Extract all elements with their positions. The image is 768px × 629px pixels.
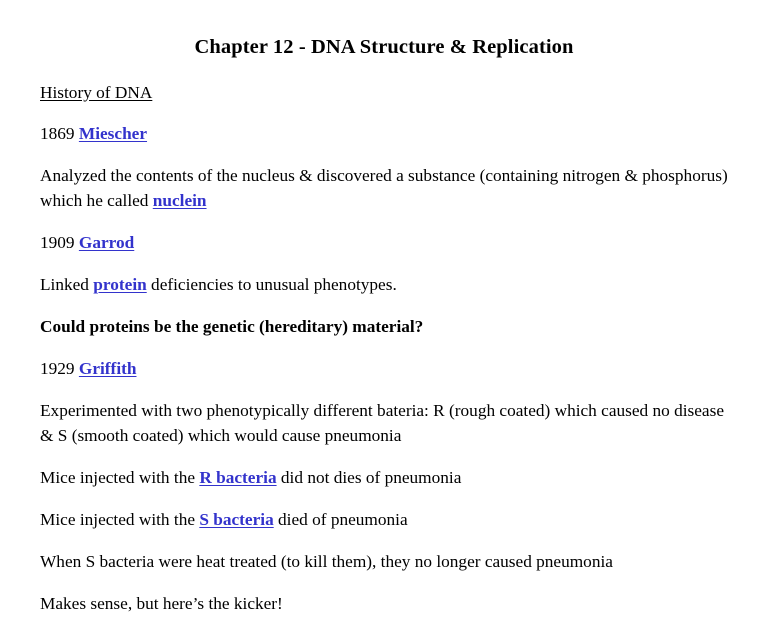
miescher-description xyxy=(40,163,728,213)
kicker-text: Makes sense, but here’s the kicker! xyxy=(40,593,283,613)
document-body xyxy=(0,80,768,616)
entry-garrod xyxy=(40,230,728,255)
rhetorical-question: Could proteins be the genetic (hereditary) material? xyxy=(40,316,424,336)
link-protein[interactable]: protein xyxy=(93,274,147,294)
garrod-description-pre: Linked xyxy=(40,274,94,294)
page-title: Chapter 12 - DNA Structure & Replication xyxy=(194,36,574,58)
heat-treated-result: When S bacteria were heat treated (to kill them), they no longer caused pneumonia xyxy=(40,551,613,571)
section-heading-history xyxy=(40,80,728,105)
entry-miescher xyxy=(40,121,728,146)
link-griffith[interactable]: Griffith xyxy=(78,358,137,378)
miescher-year: 1869 xyxy=(40,123,75,143)
link-s-bacteria[interactable]: S bacteria xyxy=(199,509,274,529)
griffith-experiment-description: Experimented with two phenotypically different bateria: R (rough coated) which caused no disease & S (smooth coated) which would cause pneumonia xyxy=(40,400,724,445)
miescher-description-text: Analyzed the contents of the nucleus & discovered a substance (containing nitrogen & phosphorus) which he called xyxy=(40,165,728,210)
garrod-description-post: deficiencies to unusual phenotypes. xyxy=(146,274,397,294)
document-page xyxy=(0,36,768,629)
mice-r-post: did not dies of pneumonia xyxy=(276,467,462,487)
link-r-bacteria[interactable]: R bacteria xyxy=(199,467,277,487)
mice-r-bacteria-result xyxy=(40,465,728,490)
mice-s-post: died of pneumonia xyxy=(273,509,408,529)
mice-r-pre: Mice injected with the xyxy=(40,467,200,487)
garrod-description xyxy=(40,272,728,297)
garrod-year: 1909 xyxy=(40,232,75,252)
mice-s-bacteria-result xyxy=(40,507,728,532)
entry-griffith xyxy=(40,356,728,381)
griffith-year: 1929 xyxy=(40,358,75,378)
section-heading-label: History of DNA xyxy=(40,82,153,102)
mice-s-pre: Mice injected with the xyxy=(40,509,200,529)
link-miescher[interactable]: Miescher xyxy=(78,123,148,143)
link-garrod[interactable]: Garrod xyxy=(78,232,135,252)
link-nuclein[interactable]: nuclein xyxy=(152,190,207,210)
